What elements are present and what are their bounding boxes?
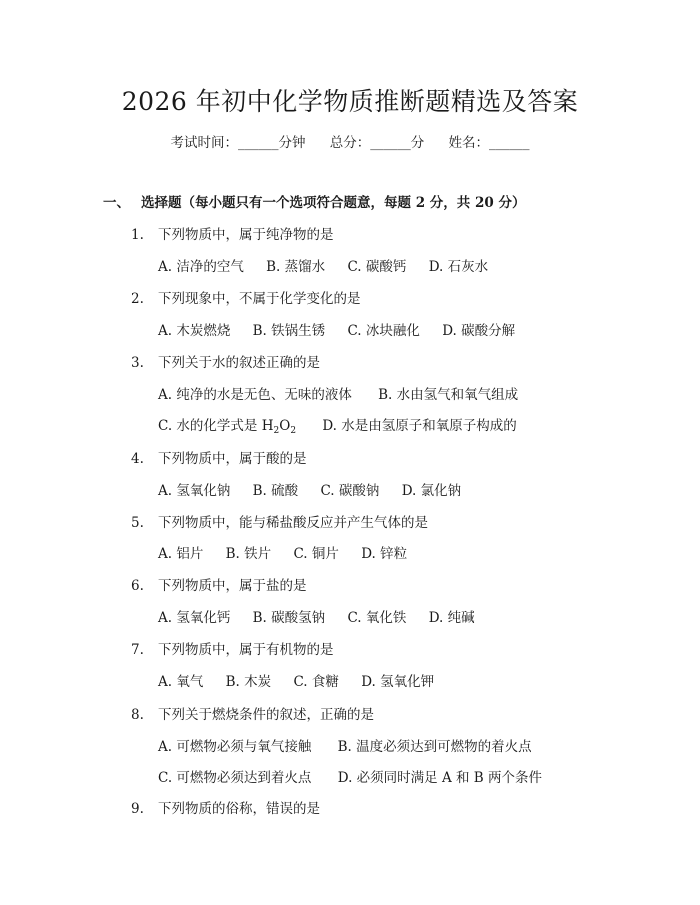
question-3 xyxy=(131,351,320,371)
option-a: A. 氧气 xyxy=(158,674,204,690)
question-text: 下列关于燃烧条件的叙述，正确的是 xyxy=(158,707,374,723)
document-title: 2026 年初中化学物质推断题精选及答案 xyxy=(121,87,579,116)
question-number: 4. xyxy=(131,451,144,467)
section-number: 一、 xyxy=(103,195,130,211)
question-6-options xyxy=(158,606,475,626)
option-b: B. 蒸馏水 xyxy=(266,259,326,275)
question-8-options-row1 xyxy=(158,735,532,755)
question-3-options-row1 xyxy=(158,383,518,403)
option-c xyxy=(158,414,296,434)
question-number: 9. xyxy=(131,801,144,817)
question-number: 2. xyxy=(131,291,144,307)
option-b: B. 木炭 xyxy=(225,674,272,690)
question-text: 下列物质中，属于盐的是 xyxy=(158,578,307,594)
question-number: 6. xyxy=(131,578,144,594)
question-1 xyxy=(131,223,334,243)
option-a: A. 洁净的空气 xyxy=(158,259,244,275)
option-a: A. 氢氧化钙 xyxy=(158,610,231,626)
option-a: A. 木炭燃烧 xyxy=(158,323,231,339)
option-b: B. 碳酸氢钠 xyxy=(252,610,326,626)
question-4 xyxy=(131,447,307,467)
option-c: C. 碳酸钙 xyxy=(347,259,407,275)
question-2-options xyxy=(158,319,515,339)
option-c: C. 冰块融化 xyxy=(347,323,420,339)
option-b: B. 温度必须达到可燃物的着火点 xyxy=(337,739,532,755)
question-text: 下列物质中，属于有机物的是 xyxy=(158,642,334,658)
question-5 xyxy=(131,511,428,531)
option-d: D. 氯化钠 xyxy=(401,483,462,499)
option-b: B. 硫酸 xyxy=(252,483,299,499)
question-number: 1. xyxy=(131,227,144,243)
option-d: D. 必须同时满足 A 和 B 两个条件 xyxy=(337,770,542,786)
question-4-options xyxy=(158,479,461,499)
option-c: C. 可燃物必须达到着火点 xyxy=(158,770,312,786)
option-a: A. 铝片 xyxy=(158,546,204,562)
option-b: B. 铁片 xyxy=(225,546,272,562)
question-number: 7. xyxy=(131,642,144,658)
option-b: B. 铁锅生锈 xyxy=(252,323,326,339)
option-d: D. 纯碱 xyxy=(428,610,475,626)
question-text: 下列关于水的叙述正确的是 xyxy=(158,355,320,371)
option-a: A. 纯净的水是无色、无味的液体 xyxy=(158,387,352,403)
option-c: C. 碳酸钠 xyxy=(320,483,380,499)
option-c: C. 铜片 xyxy=(293,546,339,562)
option-d: D. 氢氧化钾 xyxy=(361,674,435,690)
question-6 xyxy=(131,574,307,594)
formula-subscript: 2 xyxy=(273,426,280,436)
option-d: D. 锌粒 xyxy=(361,546,408,562)
question-number: 5. xyxy=(131,515,144,531)
formula-subscript: 2 xyxy=(290,426,297,436)
option-d: D. 石灰水 xyxy=(428,259,489,275)
section-title: 选择题（每小题只有一个选项符合题意，每题 2 分，共 20 分） xyxy=(141,195,526,211)
question-3-options-row2 xyxy=(158,414,517,434)
question-5-options xyxy=(158,542,407,562)
question-1-options xyxy=(158,255,488,275)
question-8 xyxy=(131,703,374,723)
option-b: B. 水由氢气和氧气组成 xyxy=(378,387,519,403)
option-d: D. 碳酸分解 xyxy=(442,323,516,339)
option-a: A. 氢氧化钠 xyxy=(158,483,231,499)
question-number: 8. xyxy=(131,707,144,723)
question-text: 下列物质中，属于纯净物的是 xyxy=(158,227,334,243)
student-name-field: 姓名：______ xyxy=(448,135,530,151)
total-score-field: 总分：______分 xyxy=(329,135,425,151)
option-a: A. 可燃物必须与氧气接触 xyxy=(158,739,312,755)
question-7-options xyxy=(158,670,434,690)
question-7 xyxy=(131,638,334,658)
option-c: C. 食糖 xyxy=(293,674,339,690)
question-text: 下列物质的俗称，错误的是 xyxy=(158,801,320,817)
option-c-text: C. 水的化学式是 H xyxy=(158,418,274,434)
option-c: C. 氧化铁 xyxy=(347,610,407,626)
question-text: 下列现象中，不属于化学变化的是 xyxy=(158,291,361,307)
section-heading xyxy=(103,191,525,211)
question-2 xyxy=(131,287,361,307)
exam-time-field: 考试时间：______分钟 xyxy=(170,135,306,151)
question-number: 3. xyxy=(131,355,144,371)
question-9 xyxy=(131,797,320,817)
question-text: 下列物质中，属于酸的是 xyxy=(158,451,307,467)
exam-info-line xyxy=(0,131,700,151)
question-8-options-row2 xyxy=(158,766,542,786)
option-d: D. 水是由氢原子和氧原子构成的 xyxy=(322,418,517,434)
question-text: 下列物质中，能与稀盐酸反应并产生气体的是 xyxy=(158,515,428,531)
formula-element: O xyxy=(279,418,291,434)
